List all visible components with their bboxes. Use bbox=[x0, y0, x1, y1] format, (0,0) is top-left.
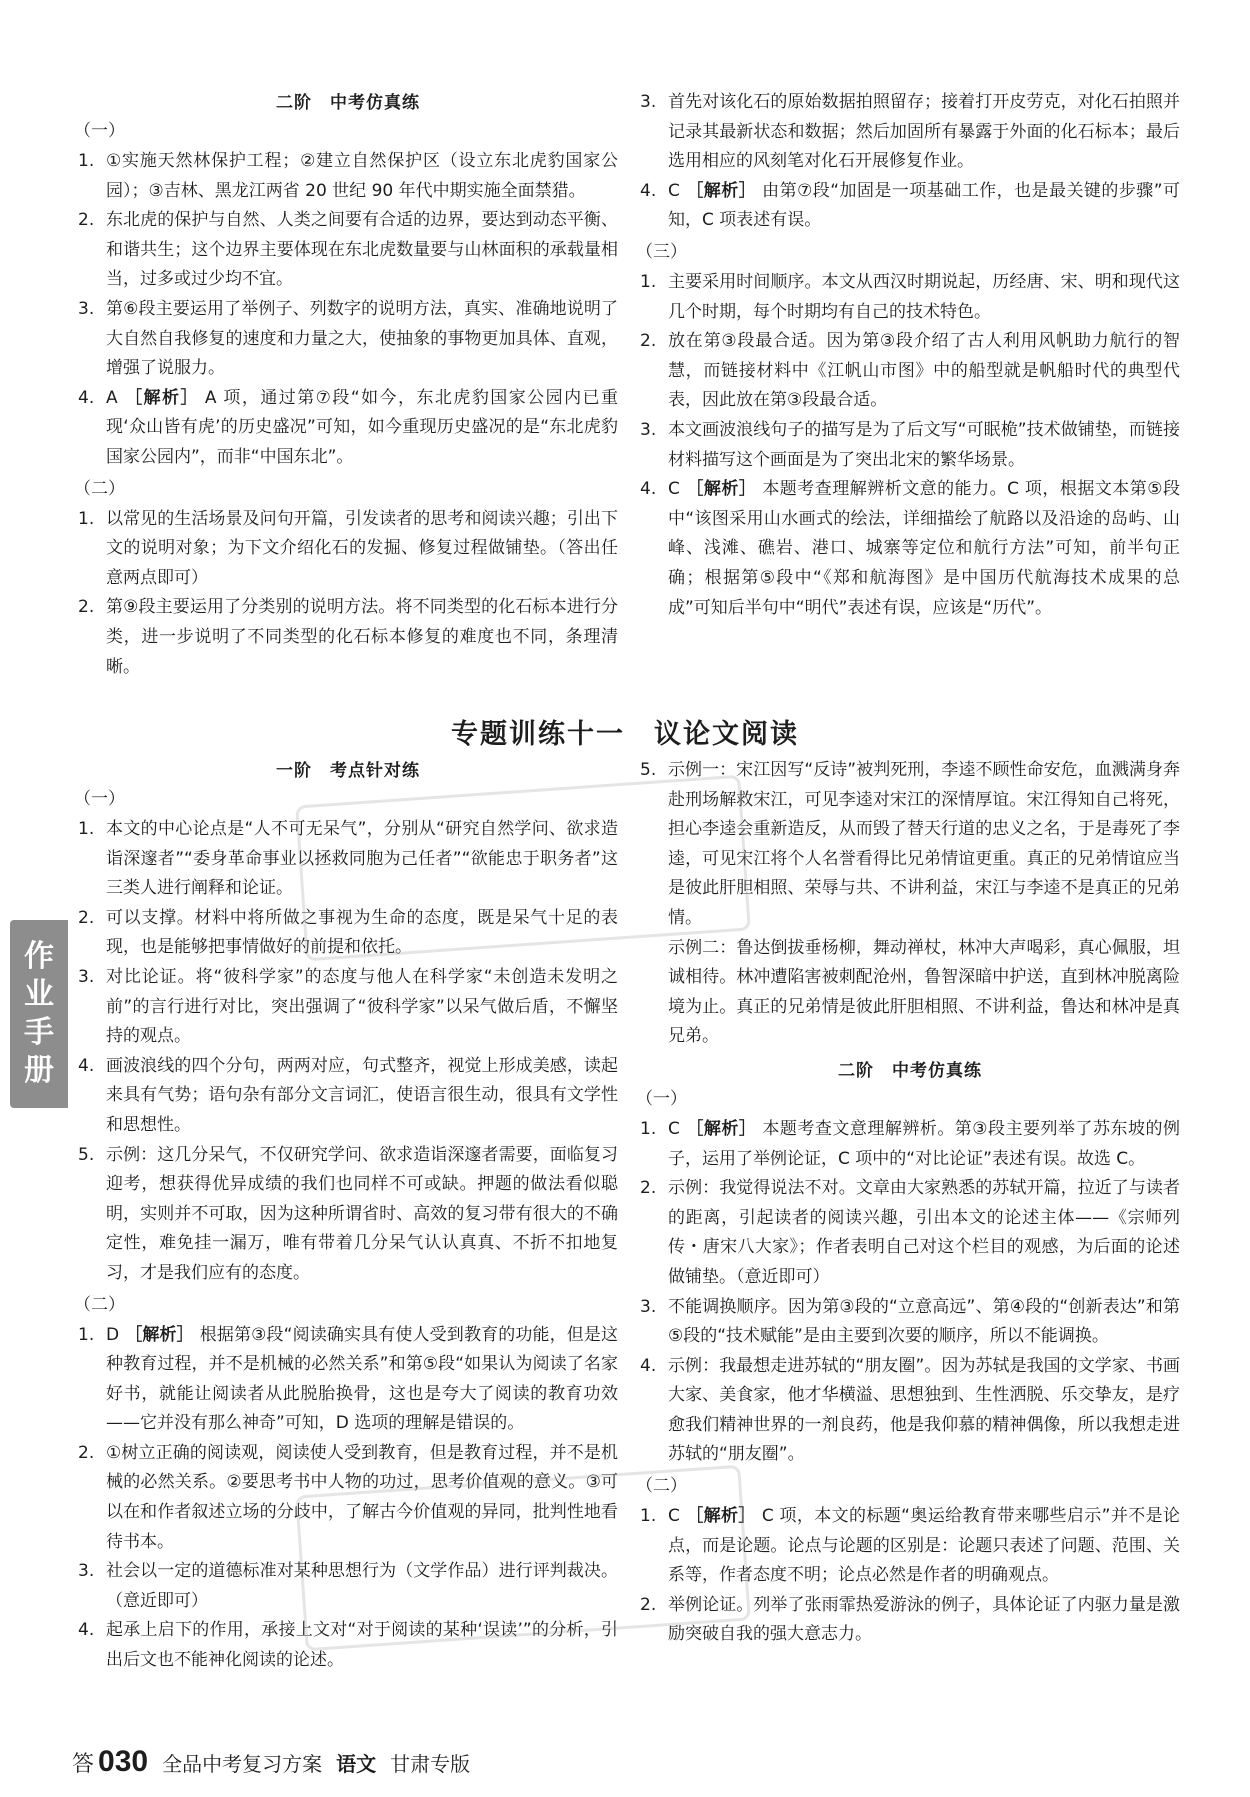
top-left-column bbox=[74, 88, 618, 682]
answer-item bbox=[78, 1557, 618, 1616]
item-text: 本题考查理解辨析文意的能力。C 项，根据文本第⑤段中“该图采用山水画式的绘法，详细描绘了航路以及沿途的岛屿、山峰、浅滩、礁岩、港口、城寨等定位和航行方法”可知，前半句正确；根据第⑤段中“《郑和航海图》是中国历代航海技术成果的总成”可知后半句中“明代”表述有误，应该是“历代”。 bbox=[668, 479, 1181, 618]
section-title: 二阶 中考仿真练 bbox=[276, 93, 420, 113]
answer-item bbox=[78, 1616, 618, 1675]
side-tab bbox=[10, 920, 68, 1108]
item-number: 1. bbox=[640, 1118, 657, 1139]
group-label: （二） bbox=[74, 1294, 125, 1315]
answer-item bbox=[640, 1352, 1180, 1470]
answer-choice: C bbox=[668, 479, 680, 500]
answer-groups bbox=[74, 117, 618, 682]
item-number: 1. bbox=[78, 151, 95, 171]
item-text: C 项，本文的标题“奥运给教育带来哪些启示”并不是论点，而是论题。论点与论题的区别是：论题只表述了问题、范围、关系等，作者态度不明；论点必然是作者的明确观点。 bbox=[668, 1506, 1180, 1586]
side-tab-char: 业 bbox=[24, 977, 54, 1012]
group-label: （三） bbox=[636, 241, 687, 262]
item-content bbox=[668, 1352, 1180, 1470]
item-content bbox=[106, 1439, 618, 1557]
answer-groups bbox=[74, 785, 619, 1676]
item-text: 举例论证。列举了张雨霏热爱游泳的例子，具体论证了内驱力量是激励突破自我的强大意志力。 bbox=[668, 1594, 1180, 1645]
answer-item bbox=[640, 177, 1180, 236]
answer-item bbox=[640, 1591, 1180, 1650]
answer-item bbox=[640, 756, 1180, 934]
item-number: 1. bbox=[640, 1506, 657, 1527]
item-text: 示例：我觉得说法不对。文章由大家熟悉的苏轼开篇，拉近了与读者的距离，引起读者的阅读兴趣，引出本文的论述主体——《宗师列传・唐宋八大家》；作者表明自己对这个栏目的观感，为后面的论述做铺垫。（意近即可） bbox=[668, 1178, 1180, 1287]
item-content bbox=[106, 1052, 618, 1141]
section-title: 二阶 中考仿真练 bbox=[838, 1060, 982, 1081]
item-content bbox=[106, 147, 618, 206]
group-label: （一） bbox=[74, 121, 125, 141]
answer-groups bbox=[636, 1085, 1180, 1650]
answer-choice: C bbox=[668, 1118, 680, 1139]
bottom-left-column bbox=[74, 756, 619, 1676]
item-text: 第⑥段主要运用了举例子、列数字的说明方法，真实、准确地说明了大自然自我修复的速度和力量之大，使抽象的事物更加具体、直观，增强了说服力。 bbox=[106, 298, 618, 379]
item-content bbox=[106, 505, 618, 594]
item-content bbox=[668, 1174, 1180, 1292]
answer-item bbox=[78, 1141, 618, 1289]
analysis-tag: ［解析］ bbox=[685, 1118, 757, 1139]
item-content bbox=[668, 88, 1180, 177]
answer-item bbox=[78, 295, 618, 384]
item-number: 4. bbox=[640, 1355, 657, 1376]
item-text: 示例二：鲁达倒拔垂杨柳，舞动禅杖，林冲大声喝彩，真心佩服，坦诚相待。林冲遭陷害被刺配沧州，鲁智深暗中护送，直到林冲脱离险境为止。真正的兄弟情是彼此肝胆相照、不讲利益，鲁达和林冲是真兄弟。 bbox=[668, 937, 1180, 1047]
analysis-tag: ［解析］ bbox=[125, 1324, 194, 1345]
item-text: ①实施天然林保护工程；②建立自然保护区（设立东北虎豹国家公园）；③吉林、黑龙江两省 20 世纪 90 年代中期实施全面禁猎。 bbox=[106, 151, 618, 201]
item-text: 第⑨段主要运用了分类别的说明方法。将不同类型的化石标本进行分类，进一步说明了不同类型的化石标本修复的难度也不同，条理清晰。 bbox=[106, 597, 618, 677]
item-content bbox=[106, 593, 618, 682]
item-number: 2. bbox=[78, 1442, 95, 1463]
item-number: 4. bbox=[640, 180, 657, 201]
side-tab-char: 手 bbox=[24, 1015, 54, 1050]
item-content bbox=[668, 177, 1180, 236]
subject-label: 语文 bbox=[336, 1752, 377, 1776]
answer-item bbox=[78, 1052, 618, 1141]
answer-item bbox=[640, 934, 1180, 1052]
side-tab-char: 作 bbox=[24, 939, 54, 974]
item-text: 对比论证。将“彼科学家”的态度与他人在科学家“未创造未发明之前”的言行进行对比，突出强调了“彼科学家”以呆气做后盾，不懈坚持的观点。 bbox=[106, 966, 618, 1047]
top-right-column bbox=[636, 88, 1181, 623]
answer-item bbox=[78, 963, 618, 1052]
chapter-title: 专题训练十一 议论文阅读 bbox=[451, 719, 799, 750]
answer-item bbox=[78, 904, 618, 963]
answer-choice: C bbox=[668, 1506, 680, 1527]
item-number: 4. bbox=[640, 479, 657, 500]
item-text: 放在第③段最合适。因为第③段介绍了古人利用风帆助力航行的智慧，而链接材料中《江帆山市图》中的船型就是帆船时代的典型代表，因此放在第③段最合适。 bbox=[668, 331, 1180, 411]
item-content bbox=[106, 206, 618, 295]
item-content bbox=[106, 904, 618, 963]
item-text: 起承上启下的作用，承接上文对“对于阅读的某种‘误读’”的分析，引出后文也不能神化阅读的论述。 bbox=[106, 1620, 618, 1671]
answer-item bbox=[78, 206, 618, 295]
analysis-tag: ［解析］ bbox=[685, 180, 757, 201]
item-text: 主要采用时间顺序。本文从西汉时期说起，历经唐、宋、明和现代这几个时期，每个时期均有自己的技术特色。 bbox=[668, 271, 1180, 322]
item-content bbox=[106, 384, 618, 473]
page-footer bbox=[72, 1745, 470, 1779]
item-text: 根据第③段“阅读确实具有使人受到教育的功能，但是这种教育过程，并不是机械的必然关系”和第⑤段“如果认为阅读了名家好书，就能让阅读者从此脱胎换骨，这也是夸大了阅读的教育功效——它并没有那么神奇”可知，D 选项的理解是错误的。 bbox=[106, 1324, 619, 1434]
answer-label: 答 bbox=[72, 1752, 95, 1777]
answer-choice: D bbox=[106, 1324, 120, 1345]
group-label: （一） bbox=[74, 789, 125, 809]
analysis-tag: ［解析］ bbox=[123, 387, 199, 408]
item-text: 社会以一定的道德标准对某种思想行为（文学作品）进行评判裁决。（意近即可） bbox=[106, 1561, 618, 1611]
item-content bbox=[668, 1591, 1180, 1650]
item-content bbox=[106, 815, 618, 904]
item-text: A 项，通过第⑦段“如今，东北虎豹国家公园内已重现‘众山皆有虎’的历史盛况”可知，如今重现历史盛况的是“东北虎豹国家公园内”，而非“中国东北”。 bbox=[106, 387, 618, 467]
analysis-tag: ［解析］ bbox=[685, 479, 757, 500]
item-number: 1. bbox=[78, 508, 95, 529]
item-number: 1. bbox=[78, 819, 95, 839]
item-number: 3. bbox=[640, 419, 657, 440]
item-text: 示例：我最想走进苏轼的“朋友圈”。因为苏轼是我国的文学家、书画大家、美食家，他才华横溢、思想独到、生性洒脱、乐交挚友，是疗愈我们精神世界的一剂良药，他是我仰慕的精神偶像，所以我想走进苏轼的“朋友圈”。 bbox=[668, 1355, 1180, 1465]
item-text: 东北虎的保护与自然、人类之间要有合适的边界，要达到动态平衡、和谐共生；这个边界主要体现在东北虎数量要与山林面积的承载量相当，过多或过少均不宜。 bbox=[106, 210, 618, 290]
item-text: 不能调换顺序。因为第③段的“立意高远”、第④段的“创新表达”和第⑤段的“技术赋能”是由主要到次要的顺序，所以不能调换。 bbox=[668, 1296, 1180, 1347]
item-text: 本题考查文意理解辨析。第③段主要列举了苏东坡的例子，运用了举例论证，C 项中的“对比论证”表述有误。故选 C。 bbox=[668, 1118, 1180, 1169]
item-number: 5. bbox=[640, 760, 657, 780]
answer-item bbox=[78, 1439, 618, 1557]
item-text: 画波浪线的四个分句，两两对应，句式整齐，视觉上形成美感，读起来具有气势；语句杂有部分文言词汇，使语言很生动，很具有文学性和思想性。 bbox=[106, 1055, 618, 1135]
item-number: 4. bbox=[78, 387, 95, 408]
item-number: 1. bbox=[640, 271, 657, 292]
item-number: 2. bbox=[78, 597, 95, 618]
item-text: 示例：这几分呆气，不仅研究学问、欲求造诣深邃者需要，面临复习迎考，想获得优异成绩的我们也同样不可或缺。押题的做法看似聪明，实则并不可取，因为这种所谓省时、高效的复习带有很大的不确定性，难免挂一漏万，唯有带着几分呆气认认真真、不折不扣地复习，才是我们应有的态度。 bbox=[106, 1144, 618, 1283]
item-content bbox=[668, 756, 1180, 934]
item-content bbox=[668, 475, 1180, 623]
item-content bbox=[668, 327, 1180, 416]
answer-groups bbox=[640, 756, 1180, 1052]
bottom-right-column bbox=[636, 756, 1180, 1650]
item-text: 首先对该化石的原始数据拍照留存；接着打开皮劳克，对化石拍照并记录其最新状态和数据；然后加固所有暴露于外面的化石标本；最后选用相应的风刻笔对化石开展修复作业。 bbox=[668, 92, 1180, 172]
item-content bbox=[106, 1321, 618, 1439]
answer-item bbox=[640, 475, 1180, 623]
page-number: 030 bbox=[98, 1745, 149, 1778]
item-content bbox=[668, 1502, 1180, 1591]
answer-choice: C bbox=[668, 180, 680, 201]
answer-item bbox=[640, 1293, 1180, 1352]
item-number: 5. bbox=[78, 1144, 95, 1165]
group-label: （二） bbox=[636, 1476, 687, 1497]
item-text: 可以支撑。材料中将所做之事视为生命的态度，既是呆气十足的表现，也是能够把事情做好的前提和依托。 bbox=[106, 907, 618, 958]
answer-choice: A bbox=[106, 387, 118, 408]
item-number bbox=[640, 934, 668, 1052]
answer-item bbox=[78, 593, 618, 682]
answer-item bbox=[640, 1174, 1180, 1292]
item-content bbox=[106, 1557, 618, 1616]
answer-item bbox=[640, 416, 1180, 475]
item-number: 3. bbox=[78, 298, 95, 319]
analysis-tag: ［解析］ bbox=[685, 1506, 756, 1527]
answer-item bbox=[78, 384, 618, 473]
item-content bbox=[668, 934, 1180, 1052]
item-number: 2. bbox=[78, 907, 95, 928]
answer-item bbox=[640, 1115, 1180, 1174]
answer-item bbox=[78, 1321, 618, 1439]
item-number: 4. bbox=[78, 1620, 95, 1641]
book-title: 全品中考复习方案 bbox=[162, 1752, 323, 1776]
item-text: 由第⑦段“加固是一项基础工作，也是最关键的步骤”可知，C 项表述有误。 bbox=[668, 180, 1181, 231]
answer-item bbox=[78, 505, 618, 594]
item-text: 本文画波浪线句子的描写是为了后文写“可眠桅”技术做铺垫，而链接材料描写这个画面是为了突出北宋的繁华场景。 bbox=[668, 419, 1180, 470]
edition-label: 甘肃专版 bbox=[390, 1752, 471, 1776]
item-number: 3. bbox=[640, 1296, 657, 1317]
answer-item bbox=[640, 88, 1180, 177]
group-label: （一） bbox=[636, 1088, 687, 1109]
item-content bbox=[106, 1616, 618, 1675]
item-content bbox=[106, 295, 618, 384]
item-content bbox=[106, 963, 618, 1052]
group-label: （二） bbox=[74, 478, 125, 499]
answer-item bbox=[640, 1502, 1180, 1591]
section-title: 一阶 考点针对练 bbox=[276, 761, 420, 781]
item-number: 3. bbox=[78, 966, 95, 987]
answer-groups bbox=[636, 88, 1181, 623]
item-content bbox=[668, 416, 1180, 475]
item-number: 2. bbox=[78, 210, 95, 231]
item-number: 4. bbox=[78, 1055, 95, 1076]
item-content bbox=[668, 268, 1180, 327]
item-text: 本文的中心论点是“人不可无呆气”，分别从“研究自然学问、欲求造诣深邃者”“委身革命事业以拯救同胞为己任者”“欲能忠于职务者”这三类人进行阐释和论证。 bbox=[106, 819, 618, 899]
item-number: 1. bbox=[78, 1324, 95, 1345]
item-number: 2. bbox=[640, 1178, 657, 1199]
item-number: 3. bbox=[78, 1561, 95, 1582]
item-number: 3. bbox=[640, 92, 657, 112]
answer-item bbox=[640, 268, 1180, 327]
item-number: 2. bbox=[640, 331, 657, 352]
side-tab-char: 册 bbox=[24, 1053, 54, 1088]
item-text: 示例一：宋江因写“反诗”被判死刑，李逵不顾性命安危，血溅满身奔赴刑场解救宋江，可见李逵对宋江的深情厚谊。宋江得知自己将死，担心李逵会重新造反，从而毁了替天行道的忠义之名，于是毒死了李逵，可见宋江将个人名誉看得比兄弟情谊更重。真正的兄弟情谊应当是彼此肝胆相照、荣辱与共、不讲利益，宋江与李逵不是真正的兄弟情。 bbox=[668, 760, 1180, 928]
item-content bbox=[668, 1293, 1180, 1352]
item-text: ①树立正确的阅读观，阅读使人受到教育，但是教育过程，并不是机械的必然关系。②要思考书中人物的功过，思考价值观的意义。③可以在和作者叙述立场的分歧中，了解古今价值观的异同，批判性地看待书本。 bbox=[106, 1442, 618, 1552]
item-number: 2. bbox=[640, 1594, 657, 1615]
item-content bbox=[668, 1115, 1180, 1174]
item-content bbox=[106, 1141, 618, 1289]
answer-item bbox=[640, 327, 1180, 416]
answer-item bbox=[78, 815, 618, 904]
answer-item bbox=[78, 147, 618, 206]
item-text: 以常见的生活场景及问句开篇，引发读者的思考和阅读兴趣；引出下文的说明对象；为下文介绍化石的发掘、修复过程做铺垫。（答出任意两点即可） bbox=[106, 508, 618, 588]
